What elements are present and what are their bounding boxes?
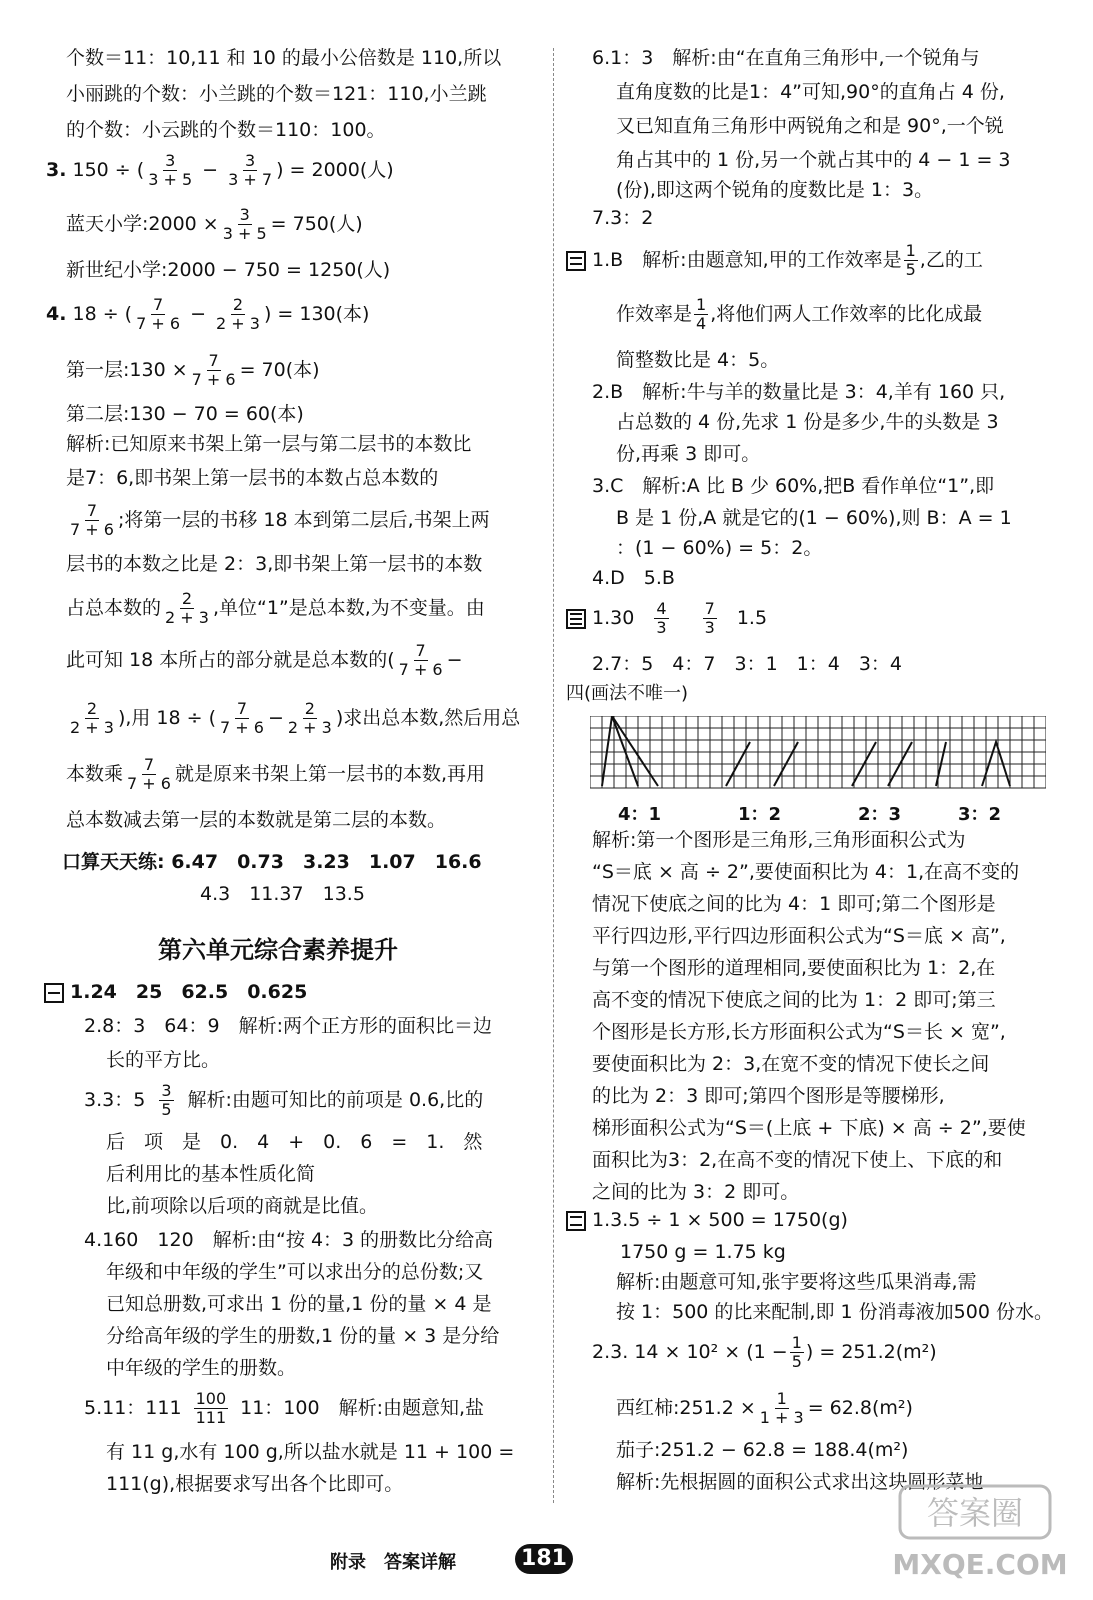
text-line: 解析:由题意可知,张宇要将这些瓜果消毒,需	[616, 1271, 977, 1293]
text-line: 作效率是 $\frac{1}{4}$ ,将他们两人工作效率的比化成最	[616, 295, 983, 333]
grid-label: 4：1	[618, 804, 662, 825]
text-line: 中年级的学生的册数。	[106, 1357, 297, 1379]
watermark-top-text: 答案圈	[926, 1494, 1024, 1532]
text-line: 直角度数的比是1：4”可知,90°的直角占 4 份,	[616, 81, 1005, 103]
text-line: 有 11 g,水有 100 g,所以盐水就是 11 + 100 =	[106, 1441, 515, 1463]
text-line: 按 1：500 的比来配制,即 1 份消毒液加500 份水。	[616, 1301, 1053, 1323]
text-line: 3.C 解析:A 比 B 少 60%,把B 看作单位“1”,即	[592, 475, 995, 497]
q4-line-a: 第一层:130 × $\frac{7}{7 + 6}$ = 70(本)	[66, 351, 320, 389]
text-line: 年级和中年级的学生”可以求出分的总份数;又	[106, 1261, 484, 1283]
text-line: 份,再乘 3 即可。	[616, 443, 761, 465]
watermark-bottom-text: MXQE.COM	[892, 1548, 1068, 1581]
text-line: 茄子:251.2 − 62.8 = 188.4(m²)	[616, 1439, 909, 1461]
section-five-icon	[566, 1211, 586, 1231]
unit-title: 第六单元综合素养提升	[158, 936, 398, 964]
mental-math-line: 口算天天练: 6.47 0.73 3.23 1.07 16.6	[62, 851, 482, 873]
section-three-icon	[566, 609, 586, 629]
text-line: ：(1 − 60%) = 5：2。	[616, 537, 823, 559]
text-line: 高不变的情况下使底之间的比为 1：2 即可;第三	[592, 989, 996, 1011]
text-line: 分给高年级的学生的册数,1 份的量 × 3 是分给	[106, 1325, 500, 1347]
text-line: 2.3. 14 × 10² × (1 − $\frac{1}{5}$ ) = 251.2(m²)	[592, 1333, 937, 1371]
mental-math-line: 4.3 11.37 13.5	[200, 883, 365, 905]
text-line: 角占其中的 1 份,另一个就占其中的 4 − 1 = 3	[616, 149, 1011, 171]
grid-label: 2：3	[858, 804, 902, 825]
text-line: (份),即这两个锐角的度数比是 1：3。	[616, 179, 934, 201]
explanation-line: $\frac{2}{2 + 3}$ ),用 18 ÷ ( $\frac{7}{7 + 6}$ − $\frac{2}{2 + 3}$ )求出总本数,然后用总	[70, 699, 521, 737]
watermark-logo	[880, 1478, 1080, 1588]
q3-line-a: 蓝天小学:2000 × $\frac{3}{3 + 5}$ = 750(人)	[66, 205, 363, 243]
explanation-line: 解析:已知原来书架上第一层与第二层书的本数比	[66, 433, 472, 455]
explanation-line: 占总本数的 $\frac{2}{2 + 3}$ ,单位“1”是总本数,为不变量。由	[66, 589, 485, 627]
text-line: 简整数比是 4：5。	[616, 349, 780, 371]
text-line: 2.B 解析:牛与羊的数量比是 3：4,羊有 160 只,	[592, 381, 1006, 403]
text-line: 6.1：3 解析:由“在直角三角形中,一个锐角与	[592, 47, 980, 69]
text-line: “S＝底 × 高 ÷ 2”,要使面积比为 4：1,在高不变的	[592, 861, 1020, 883]
explanation-line: 此可知 18 本所占的部分就是总本数的( $\frac{7}{7 + 6}$ −	[66, 641, 463, 679]
section-one-icon	[44, 983, 64, 1003]
text-line: 与第一个图形的道理相同,要使面积比为 1：2,在	[592, 957, 996, 979]
text-line: 5.11：111 $\frac{100}{111}$ 11：100 解析:由题意知,盐	[84, 1389, 485, 1427]
text-line: 4.D 5.B	[592, 567, 675, 589]
text-line: 西红柿:251.2 × $\frac{1}{1 + 3}$ = 62.8(m²)	[616, 1389, 913, 1427]
section-five-q1: 1.3.5 ÷ 1 × 500 = 1750(g)	[566, 1206, 848, 1234]
text-line: 2.7：5 4：7 3：1 1：4 3：4	[592, 653, 903, 675]
text-line: 7.3：2	[592, 207, 654, 229]
text-line: 后利用比的基本性质化简	[106, 1163, 316, 1185]
explanation-line: 是7：6,即书架上第一层书的本数占总本数的	[66, 467, 439, 489]
text-line: 后 项 是 0. 4 + 0. 6 = 1. 然	[106, 1131, 483, 1153]
text-line: 2.8：3 64：9 解析:两个正方形的面积比＝边	[84, 1015, 492, 1037]
explanation-line: 总本数减去第一层的本数就是第二层的本数。	[66, 809, 447, 831]
text-line: 个数＝11：10,11 和 10 的最小公倍数是 110,所以	[66, 47, 502, 69]
text-line: 要使面积比为 2：3,在宽不变的情况下使长之间	[592, 1053, 990, 1075]
section-one-q1: 1.24 25 62.5 0.625	[44, 978, 307, 1006]
text-line: 之间的比为 3：2 即可。	[592, 1181, 800, 1203]
section-two-q1: 1.B 解析:由题意知,甲的工作效率是 $\frac{1}{5}$ ,乙的工	[566, 240, 983, 280]
text-line: 占总数的 4 份,先求 1 份是多少,牛的头数是 3	[616, 411, 999, 433]
text-line: 比,前项除以后项的商就是比值。	[106, 1195, 379, 1217]
explanation-line: $\frac{7}{7 + 6}$ ;将第一层的书移 18 本到第二层后,书架上两	[70, 501, 490, 539]
text-line: 长的平方比。	[106, 1049, 221, 1071]
text-line: 个图形是长方形,长方形面积公式为“S＝长 × 宽”,	[592, 1021, 1006, 1043]
text-line: 解析:第一个图形是三角形,三角形面积公式为	[592, 829, 966, 851]
text-line: 3.3：5 $\frac{3}{5}$ 解析:由题可知比的前项是 0.6,比的	[84, 1081, 484, 1119]
section-three-q1: 1.30 $\frac{4}{3}$ $\frac{7}{3}$ 1.5	[566, 598, 767, 638]
text-line: B 是 1 份,A 就是它的(1 − 60%),则 B：A = 1	[616, 507, 1012, 529]
text-line: 的比为 2：3 即可;第四个图形是等腰梯形,	[592, 1085, 945, 1107]
section-four-heading: 四(画法不唯一)	[566, 683, 689, 704]
text-line: 1750 g = 1.75 kg	[620, 1241, 786, 1263]
explanation-line: 本数乘 $\frac{7}{7 + 6}$ 就是原来书架上第一层书的本数,再用	[66, 755, 485, 793]
text-line: 新世纪小学:2000 − 750 = 1250(人)	[66, 259, 391, 281]
text-line: 小丽跳的个数：小兰跳的个数＝121：110,小兰跳	[66, 83, 487, 105]
grid-figure	[590, 716, 1046, 830]
grid-label: 1：2	[738, 804, 782, 825]
page-number: 181	[515, 1544, 573, 1574]
text-line: 平行四边形,平行四边形面积公式为“S＝底 × 高”,	[592, 925, 1006, 947]
text-line: 又已知直角三角形中两锐角之和是 90°,一个锐	[616, 115, 1004, 137]
explanation-line: 层书的本数之比是 2：3,即书架上第一层书的本数	[66, 553, 483, 575]
text-line: 111(g),根据要求写出各个比即可。	[106, 1473, 404, 1495]
text-line: 4.160 120 解析:由“按 4：3 的册数比分给高	[84, 1229, 494, 1251]
text-line: 解析:先根据圆的面积公式求出这块圆形菜地	[616, 1471, 984, 1493]
section-two-icon	[566, 251, 586, 271]
text-line: 的个数：小云跳的个数＝110：100。	[66, 119, 386, 141]
column-divider	[553, 48, 554, 1503]
footer-label: 附录 答案详解	[330, 1552, 456, 1573]
text-line: 面积比为3：2,在高不变的情况下使上、下底的和	[592, 1149, 1003, 1171]
text-line: 第二层:130 − 70 = 60(本)	[66, 403, 304, 425]
q4-equation: 4. 18 ÷ ( $\frac{7}{7 + 6}$ − $\frac{2}{2 + 3}$ ) = 130(本)	[46, 295, 370, 333]
text-line: 情况下使底之间的比为 4：1 即可;第二个图形是	[592, 893, 996, 915]
text-line: 梯形面积公式为“S＝(上底 + 下底) × 高 ÷ 2”,要使	[592, 1117, 1026, 1139]
text-line: 已知总册数,可求出 1 份的量,1 份的量 × 4 是	[106, 1293, 492, 1315]
q3-equation: 3. 150 ÷ ( $\frac{3}{3 + 5}$ − $\frac{3}{3 + 7}$ ) = 2000(人)	[46, 151, 394, 189]
grid-label: 3：2	[958, 804, 1002, 825]
